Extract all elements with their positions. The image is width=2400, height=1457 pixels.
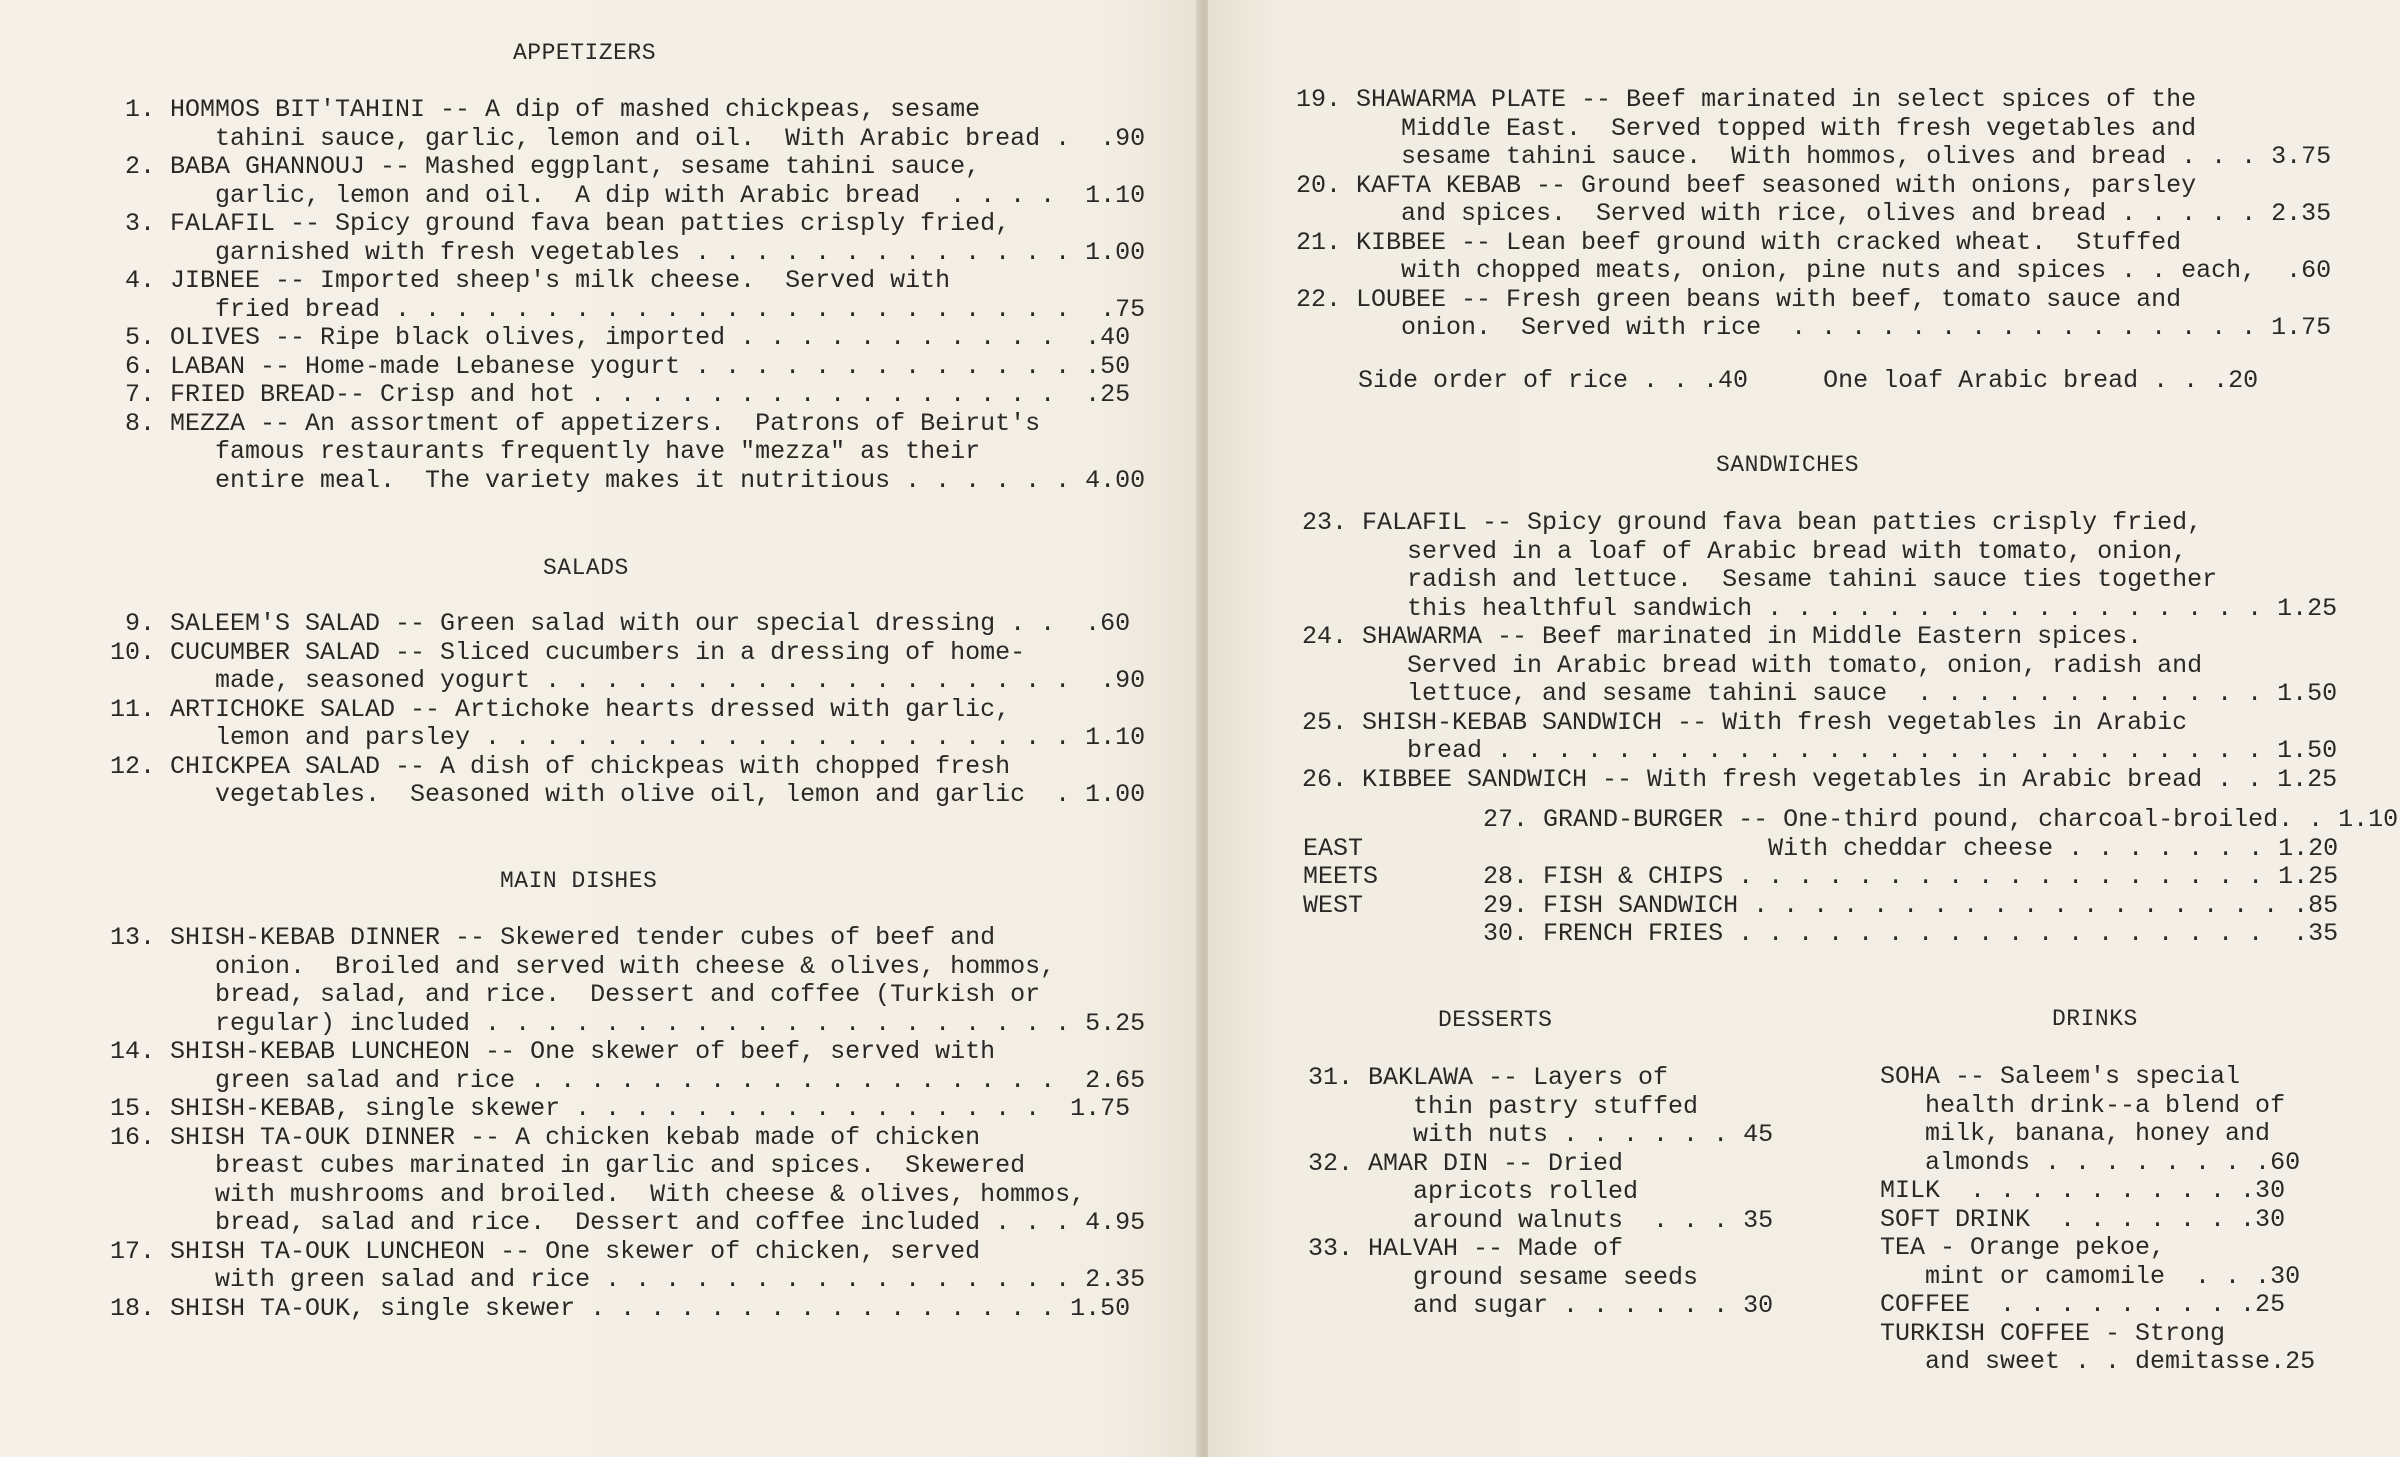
menu-line [1880, 1320, 2315, 1349]
menu-line [1302, 595, 2337, 624]
menu-line-text: with nuts . . . . . . 45 [1308, 1120, 1774, 1149]
menu-line [1880, 1234, 2315, 1263]
menu-line [1296, 286, 2331, 315]
drinks-list [1880, 1063, 2315, 1377]
menu-line [110, 1209, 1145, 1238]
menu-line [1880, 1291, 2315, 1320]
menu-line-text: vegetables. Seasoned with olive oil, lemon and garlic . 1.00 [110, 780, 1146, 809]
menu-line-text: 23. FALAFIL -- Spicy ground fava bean patties crisply fried, [1302, 508, 2203, 537]
menu-line [1302, 737, 2337, 766]
menu-line [1302, 680, 2337, 709]
menu-line [1303, 863, 2398, 892]
menu-line [1303, 835, 2398, 864]
menu-line [110, 667, 1145, 696]
menu-line-text: garlic, lemon and oil. A dip with Arabic bread . . . . 1.10 [110, 180, 1146, 210]
menu-line [110, 381, 1145, 410]
menu-line-text: 1. HOMMOS BIT'TAHINI -- A dip of mashed chickpeas, sesame [110, 95, 981, 124]
menu-line-text: 3. FALAFIL -- Spicy ground fava bean patties crisply fried, [110, 209, 1011, 238]
menu-line-text: milk, banana, honey and [1880, 1119, 2271, 1148]
menu-line [110, 753, 1145, 782]
menu-line-text: sesame tahini sauce. With hommos, olives and bread . . . 3.75 [1296, 142, 2332, 171]
menu-line-text: 9. SALEEM'S SALAD -- Green salad with our special dressing . . .60 [110, 609, 1131, 638]
menu-line [110, 1266, 1145, 1295]
menu-line-text: radish and lettuce. Sesame tahini sauce ties together [1302, 565, 2218, 594]
menu-line [1880, 1063, 2315, 1092]
menu-line [1308, 1207, 1773, 1236]
menu-line-text: 13. SHISH-KEBAB DINNER -- Skewered tender cubes of beef and [110, 923, 996, 952]
menu-line-text: 22. LOUBEE -- Fresh green beans with beef, tomato sauce and [1296, 284, 2182, 314]
menu-line [1296, 229, 2331, 258]
menu-line-text: MEETS 28. FISH & CHIPS . . . . . . . . . . . . . . . . . . 1.25 [1303, 862, 2339, 891]
menu-line-text: this healthful sandwich . . . . . . . . . . . . . . . . . 1.25 [1302, 593, 2338, 623]
menu-line [1880, 1206, 2315, 1235]
menu-line-text: served in a loaf of Arabic bread with tomato, onion, [1302, 536, 2188, 566]
menu-line [1303, 806, 2398, 835]
menu-line-text: 26. KIBBEE SANDWICH -- With fresh vegetables in Arabic bread . . 1.25 [1302, 764, 2338, 794]
menu-line [110, 1295, 1145, 1324]
menu-line-text: 5. OLIVES -- Ripe black olives, imported . . . . . . . . . . . .40 [110, 323, 1131, 352]
menu-line [110, 438, 1145, 467]
menu-line [110, 296, 1145, 325]
menu-line-text: 7. FRIED BREAD-- Crisp and hot . . . . . . . . . . . . . . . . .25 [110, 380, 1131, 409]
menu-line-text: 24. SHAWARMA -- Beef marinated in Middle Eastern spices. [1302, 622, 2143, 651]
menu-line [1308, 1093, 1773, 1122]
menu-line-text: 25. SHISH-KEBAB SANDWICH -- With fresh vegetables in Arabic [1302, 707, 2188, 737]
menu-line [1880, 1092, 2315, 1121]
menu-line-text: mint or camomile . . .30 [1880, 1261, 2301, 1291]
menu-line [110, 1181, 1145, 1210]
right-page [1208, 0, 2400, 1457]
menu-line-text: 33. HALVAH -- Made of [1308, 1234, 1624, 1263]
menu-line [1880, 1177, 2315, 1206]
menu-line [1308, 1235, 1773, 1264]
menu-line [110, 239, 1145, 268]
drinks-heading: DRINKS [2052, 1006, 2138, 1032]
menu-line [110, 467, 1145, 496]
menu-line [110, 125, 1145, 154]
menu-line [1308, 1178, 1773, 1207]
menu-line-text: 11. ARTICHOKE SALAD -- Artichoke hearts dressed with garlic, [110, 694, 1011, 724]
menu-line-text: MILK . . . . . . . . . .30 [1880, 1176, 2286, 1205]
menu-line-text: 10. CUCUMBER SALAD -- Sliced cucumbers in a dressing of home- [110, 637, 1026, 667]
menu-line-text: 18. SHISH TA-OUK, single skewer . . . . . . . . . . . . . . . . 1.50 [110, 1293, 1131, 1323]
menu-line-text: 4. JIBNEE -- Imported sheep's milk cheese. Served with [110, 266, 951, 295]
menu-line-text: 14. SHISH-KEBAB LUNCHEON -- One skewer of beef, served with [110, 1037, 996, 1066]
menu-line [110, 210, 1145, 239]
menu-line [110, 1238, 1145, 1267]
menu-line-text: EAST With cheddar cheese . . . . . . . 1.20 [1303, 833, 2339, 863]
menu-line [110, 267, 1145, 296]
menu-line-text: entire meal. The variety makes it nutritious . . . . . . 4.00 [110, 465, 1146, 495]
menu-line-text: breast cubes marinated in garlic and spices. Skewered [110, 1151, 1026, 1180]
appetizers-list [110, 96, 1145, 495]
menu-line [110, 1124, 1145, 1153]
menu-line-text: health drink--a blend of [1880, 1090, 2286, 1120]
menu-line [1303, 920, 2398, 949]
menu-line-text: TEA - Orange pekoe, [1880, 1233, 2166, 1262]
menu-line-text: SOHA -- Saleem's special [1880, 1062, 2241, 1091]
menu-line-text: 31. BAKLAWA -- Layers of [1308, 1063, 1669, 1092]
menu-line [1302, 538, 2337, 567]
menu-line-text: garnished with fresh vegetables . . . . . . . . . . . . . 1.00 [110, 237, 1146, 267]
menu-line [110, 1038, 1145, 1067]
menu-line-text: green salad and rice . . . . . . . . . . . . . . . . . . 2.65 [110, 1065, 1146, 1095]
menu-line [1296, 143, 2331, 172]
menu-line-text: and sweet . . demitasse.25 [1880, 1347, 2316, 1376]
menu-line-text: Middle East. Served topped with fresh vegetables and [1296, 113, 2197, 143]
menu-line-text: around walnuts . . . 35 [1308, 1205, 1774, 1235]
side-order-line: Side order of rice . . .40 One loaf Arabic bread . . .20 [1358, 366, 2259, 395]
menu-line-text: 12. CHICKPEA SALAD -- A dish of chickpeas with chopped fresh [110, 751, 1011, 781]
menu-line-text: 27. GRAND-BURGER -- One-third pound, charcoal-broiled. . 1.10 [1303, 805, 2399, 834]
menu-line [1308, 1064, 1773, 1093]
menu-line [110, 153, 1145, 182]
menu-line-text: ground sesame seeds [1308, 1262, 1699, 1292]
appetizers-heading: APPETIZERS [513, 40, 657, 66]
menu-line [1296, 314, 2331, 343]
menu-line-text: bread . . . . . . . . . . . . . . . . . . . . . . . . . . 1.50 [1302, 736, 2338, 765]
menu-line [110, 353, 1145, 382]
main-dishes-list [110, 924, 1145, 1323]
menu-line [110, 781, 1145, 810]
menu-line-text: 2. BABA GHANNOUJ -- Mashed eggplant, sesame tahini sauce, [110, 152, 981, 181]
salads-list [110, 610, 1145, 810]
menu-line-text: lemon and parsley . . . . . . . . . . . . . . . . . . . . 1.10 [110, 723, 1146, 752]
menu-line [110, 981, 1145, 1010]
sandwiches-heading: SANDWICHES [1716, 452, 1860, 478]
menu-line-text: and spices. Served with rice, olives and bread . . . . . 2.35 [1296, 199, 2332, 228]
menu-line [1302, 709, 2337, 738]
menu-line [1296, 86, 2331, 115]
menu-line-text: and sugar . . . . . . 30 [1308, 1291, 1774, 1320]
menu-line [1880, 1120, 2315, 1149]
menu-line [1880, 1149, 2315, 1178]
menu-line-text: onion. Broiled and served with cheese & olives, hommos, [110, 951, 1056, 981]
menu-line-text: almonds . . . . . . . .60 [1880, 1147, 2301, 1177]
main-dishes-heading: MAIN DISHES [500, 868, 658, 894]
menu-line-text: fried bread . . . . . . . . . . . . . . . . . . . . . . . .75 [110, 294, 1146, 324]
menu-line [110, 953, 1145, 982]
menu-line [110, 1095, 1145, 1124]
menu-line-text: lettuce, and sesame tahini sauce . . . . . . . . . . . . 1.50 [1302, 679, 2338, 708]
menu-line-text: 32. AMAR DIN -- Dried [1308, 1148, 1624, 1178]
menu-line-text: with chopped meats, onion, pine nuts and spices . . each, .60 [1296, 256, 2332, 285]
menu-line-text: made, seasoned yogurt . . . . . . . . . . . . . . . . . . .90 [110, 666, 1146, 695]
menu-line [1308, 1264, 1773, 1293]
menu-line [110, 924, 1145, 953]
menu-line [110, 182, 1145, 211]
desserts-heading: DESSERTS [1438, 1007, 1553, 1033]
menu-line-text: 16. SHISH TA-OUK DINNER -- A chicken kebab made of chicken [110, 1122, 981, 1152]
desserts-list [1308, 1064, 1773, 1321]
menu-line-text: 21. KIBBEE -- Lean beef ground with cracked wheat. Stuffed [1296, 227, 2182, 257]
menu-line-text: with green salad and rice . . . . . . . . . . . . . . . . 2.35 [110, 1265, 1146, 1294]
menu-line [110, 96, 1145, 125]
menu-line-text: regular) included . . . . . . . . . . . . . . . . . . . . 5.25 [110, 1008, 1146, 1038]
menu-line-text: onion. Served with rice . . . . . . . . . . . . . . . . 1.75 [1296, 313, 2332, 342]
menu-line [110, 610, 1145, 639]
menu-line-text: 8. MEZZA -- An assortment of appetizers. Patrons of Beirut's [110, 408, 1041, 438]
menu-line [1296, 200, 2331, 229]
menu-line [110, 1010, 1145, 1039]
menu-line [1302, 766, 2337, 795]
menu-line [110, 639, 1145, 668]
menu-line-text: with mushrooms and broiled. With cheese & olives, hommos, [110, 1179, 1086, 1209]
menu-line [1302, 509, 2337, 538]
menu-line-text: 19. SHAWARMA PLATE -- Beef marinated in select spices of the [1296, 85, 2197, 114]
menu-line [1303, 892, 2398, 921]
menu-line [1302, 652, 2337, 681]
menu-line [1880, 1263, 2315, 1292]
menu-line-text: 30. FRENCH FRIES . . . . . . . . . . . . . . . . . . .35 [1303, 919, 2339, 948]
salads-heading: SALADS [543, 555, 629, 581]
east-meets-west-list [1303, 806, 2398, 949]
main-dishes-continued-list [1296, 86, 2331, 343]
menu-line-text: thin pastry stuffed [1308, 1091, 1699, 1121]
menu-line-text: bread, salad, and rice. Dessert and coffee (Turkish or [110, 980, 1041, 1009]
menu-line [110, 410, 1145, 439]
menu-line-text: tahini sauce, garlic, lemon and oil. With Arabic bread . .90 [110, 123, 1146, 153]
menu-line-text: 17. SHISH TA-OUK LUNCHEON -- One skewer of chicken, served [110, 1236, 981, 1266]
menu-line-text: 15. SHISH-KEBAB, single skewer . . . . . . . . . . . . . . . . 1.75 [110, 1094, 1131, 1123]
menu-line-text: WEST 29. FISH SANDWICH . . . . . . . . . . . . . . . . . . .85 [1303, 890, 2339, 920]
sandwiches-list [1302, 509, 2337, 794]
menu-line [1880, 1348, 2315, 1377]
menu-line [1302, 566, 2337, 595]
menu-line [1308, 1292, 1773, 1321]
menu-line [1308, 1121, 1773, 1150]
menu-line-text: COFFEE . . . . . . . . .25 [1880, 1290, 2286, 1319]
menu-line-text: 20. KAFTA KEBAB -- Ground beef seasoned with onions, parsley [1296, 170, 2197, 200]
menu-line [110, 324, 1145, 353]
menu-line-text: TURKISH COFFEE - Strong [1880, 1318, 2226, 1348]
menu-line [110, 1067, 1145, 1096]
menu-line-text: bread, salad and rice. Dessert and coffee included . . . 4.95 [110, 1208, 1146, 1237]
menu-line [1308, 1150, 1773, 1179]
menu-line-text: SOFT DRINK . . . . . . .30 [1880, 1204, 2286, 1234]
menu-line [110, 1152, 1145, 1181]
menu-line [1302, 623, 2337, 652]
menu-line-text: Served in Arabic bread with tomato, onion, radish and [1302, 650, 2203, 680]
menu-line [1296, 172, 2331, 201]
menu-line [110, 724, 1145, 753]
menu-line-text: famous restaurants frequently have "mezza" as their [110, 437, 981, 466]
menu-line [1296, 257, 2331, 286]
menu-line [1296, 115, 2331, 144]
menu-line-text: 6. LABAN -- Home-made Lebanese yogurt . . . . . . . . . . . . . .50 [110, 351, 1131, 381]
menu-line-text: apricots rolled [1308, 1177, 1639, 1206]
menu-line [110, 696, 1145, 725]
